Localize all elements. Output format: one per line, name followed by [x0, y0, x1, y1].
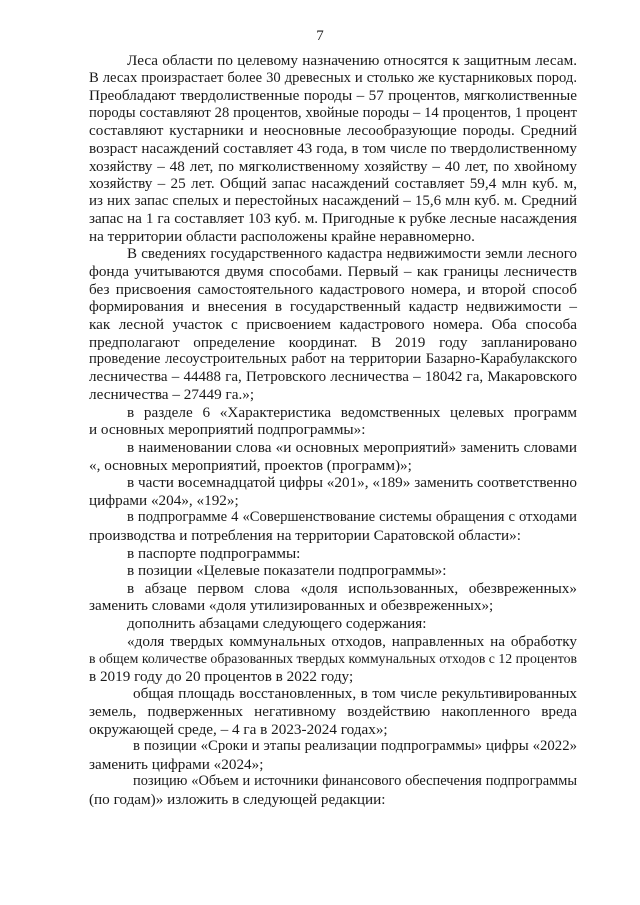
- text-line: дополнить абзацами следующего содержания:: [127, 615, 427, 632]
- text-line: в 2019 году до 20 процентов в 2022 году;: [89, 667, 354, 685]
- text-line: Леса области по целевому назначению относятся к защитным лесам.: [127, 52, 577, 69]
- text-line: в части восемнадцатой цифры «201», «189» заменить соответственно: [127, 474, 577, 492]
- text-line: без присвоения самостоятельного кадастрового номера, и второй способ: [89, 280, 577, 298]
- text-line: запас на 1 га составляет 103 куб. м. Пригодные к рубке лесные насаждения: [89, 210, 577, 228]
- text-line: в наименовании слова «и основных мероприятий» заменить словами: [127, 439, 577, 457]
- text-line: «доля твердых коммунальных отходов, направленных на обработку: [127, 632, 577, 650]
- text-line: В сведениях государственного кадастра недвижимости земли лесного: [127, 245, 577, 262]
- text-line: в позиции «Сроки и этапы реализации подпрограммы» цифры «2022»: [133, 738, 577, 755]
- text-line: заменить словами «доля утилизированных и обезвреженных»;: [89, 597, 494, 615]
- text-line: в общем количестве образованных твердых коммунальных отходов с 12 процентов: [89, 651, 577, 667]
- text-line: производства и потребления на территории Саратовской области»:: [89, 527, 521, 545]
- text-line: земель, подверженных негативному воздействию накопленного вреда: [89, 702, 577, 720]
- text-line: и основных мероприятий подпрограммы»:: [89, 421, 366, 439]
- text-line: как лесной участок с присвоением кадастрового номера. Оба способа: [89, 315, 577, 333]
- document-body: [89, 52, 577, 809]
- text-line: в позиции «Целевые показатели подпрограммы»:: [127, 562, 447, 580]
- text-line: заменить цифрами «2024»;: [89, 755, 264, 773]
- text-line: В лесах произрастает более 30 древесных и столько же кустарниковых пород.: [89, 69, 577, 86]
- text-line: фонда учитываются двумя способами. Первый – как границы лесничеств: [89, 263, 577, 281]
- text-line: Преобладают твердолиственные породы – 57 процентов, мягколиственные: [89, 87, 577, 105]
- text-line: предполагают определение координат. В 2019 году запланировано: [89, 333, 577, 351]
- text-line: (по годам)» изложить в следующей редакции:: [89, 790, 386, 808]
- text-line: «, основных мероприятий, проектов (программ)»;: [89, 456, 412, 474]
- text-line: лесничества – 44488 га, Петровского лесничества – 18042 га, Макаровского: [89, 368, 577, 385]
- text-line: общая площадь восстановленных, в том числе рекультивированных: [133, 685, 577, 703]
- text-line: возраст насаждений составляет 43 года, в том числе по твердолиственному: [89, 139, 577, 157]
- text-line: лесничества – 27449 га.»;: [89, 386, 255, 404]
- text-line: окружающей среде, – 4 га в 2023-2024 годах»;: [89, 720, 388, 738]
- text-line: формирования и внесения в государственный кадастр недвижимости –: [89, 298, 577, 316]
- text-line: хозяйству – 25 лет. Общий запас насаждений составляет 59,4 млн куб. м,: [89, 175, 577, 193]
- text-line: в разделе 6 «Характеристика ведомственных целевых программ: [127, 403, 577, 421]
- text-line: породы составляют 28 процентов, хвойные породы – 14 процентов, 1 процент: [89, 104, 577, 121]
- text-line: на территории области расположены крайне неравномерно.: [89, 227, 475, 245]
- text-line: проведение лесоустроительных работ на территории Базарно-Карабулакского: [89, 351, 577, 368]
- text-line: в паспорте подпрограммы:: [127, 544, 301, 562]
- text-line: из них запас спелых и перестойных насаждений – 15,6 млн куб. м. Средний: [89, 192, 577, 209]
- text-line: позицию «Объем и источники финансового обеспечения подпрограммы: [133, 773, 577, 790]
- text-line: хозяйству – 48 лет, по мягколиственному хозяйству – 40 лет, по хвойному: [89, 157, 577, 175]
- text-line: цифрами «204», «192»;: [89, 491, 239, 509]
- text-line: в абзаце первом слова «доля использованных, обезвреженных»: [127, 579, 577, 597]
- page-number: 7: [316, 28, 324, 44]
- text-line: составляют кустарники и неосновные лесообразующие породы. Средний: [89, 122, 577, 140]
- text-line: в подпрограмме 4 «Совершенствование системы обращения с отходами: [127, 509, 577, 526]
